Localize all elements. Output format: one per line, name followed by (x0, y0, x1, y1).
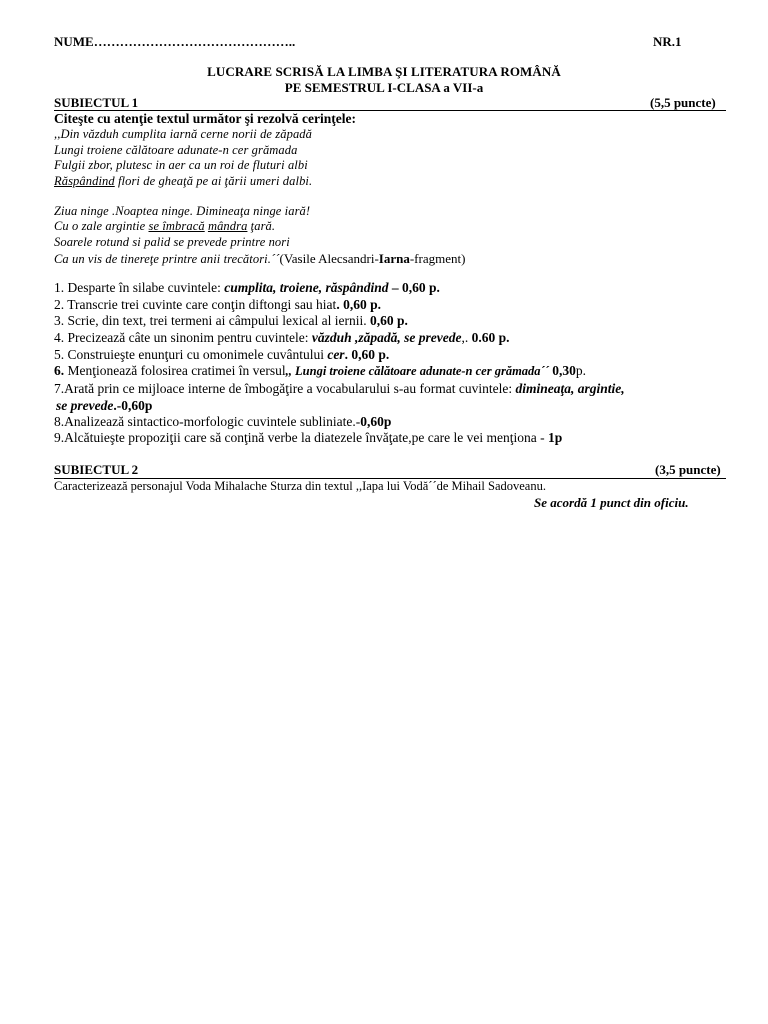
underlined-word-mandra: mândra (207, 219, 248, 233)
question-8 (54, 414, 391, 430)
underlined-word-se-imbraca: se îmbracă (148, 219, 205, 233)
poem-source-a: (Vasile Alecsandri- (279, 251, 379, 266)
subject1-points: (5,5 puncte) (650, 95, 716, 110)
question-3-text: 3. Scrie, din text, trei termeni ai câmpului lexical al iernii. (54, 313, 371, 328)
poem-line-7: Soarele rotund si palid se prevede printre nori (54, 235, 290, 249)
question-6-text: Menţionează folosirea cratimei în versul (64, 363, 286, 378)
poem-line-8-text: Ca un vis de tinereţe printre anii trecători.´´ (54, 252, 280, 266)
question-2-points: . 0,60 p. (336, 297, 381, 312)
question-9-points: 1p (548, 430, 563, 445)
official-point-note: Se acordă 1 punct din oficiu. (534, 495, 689, 510)
question-7-words-2: se prevede (56, 398, 114, 413)
question-4-words: văzduh ,zăpadă, se prevede (311, 330, 462, 345)
subject2-task: Caracterizează personajul Voda Mihalache Sturza din textul ,,Iapa lui Vodă´´de Mihail Sadoveanu. (54, 479, 546, 493)
question-6-number: 6. (54, 363, 65, 378)
question-9-text: 9.Alcătuieşte propoziţii care să conţină verbe la diatezele învăţate,pe care le vei menţiona - (54, 430, 549, 445)
question-1 (54, 280, 440, 296)
poem-line-3: Fulgii zbor, plutesc in aer ca un roi de fluturi albi (54, 158, 308, 172)
question-5-points: . 0,60 p. (344, 347, 390, 362)
question-7 (54, 381, 625, 397)
document-subtitle: PE SEMESTRUL I-CLASA a VII-a (284, 80, 484, 95)
subject1-instruction: Citeşte cu atenţie textul următor şi rezolvă cerinţele: (54, 111, 357, 126)
poem-line-6-a: Cu o zale argintie (54, 219, 149, 233)
poem-line-4-rest: flori de gheaţă pe ai ţării umeri dalbi. (114, 174, 313, 188)
poem-line-1: ,,Din văzduh cumplita iarnă cerne norii de zăpadă (54, 127, 313, 141)
question-6 (54, 363, 586, 379)
test-number: NR.1 (653, 34, 682, 49)
question-5 (54, 347, 389, 363)
question-4-points: 0.60 p. (471, 330, 510, 345)
question-2-text: 2. Transcrie trei cuvinte care conţin diftongi sau hiat (54, 297, 337, 312)
question-8-text: 8.Analizează sintactico-morfologic cuvintele subliniate.- (54, 414, 361, 429)
underlined-word-raspandind: Răspândind (54, 174, 115, 188)
question-1-text: 1. Desparte în silabe cuvintele: (54, 280, 225, 295)
question-7-continued (56, 398, 152, 414)
question-4-punct: ,. (461, 330, 472, 345)
poem-line-5: Ziua ninge .Noaptea ninge. Dimineaţa ninge iară! (54, 204, 311, 218)
question-1-points: – 0,60 p. (388, 280, 440, 295)
poem-line-4 (54, 174, 312, 189)
document-title: LUCRARE SCRISĂ LA LIMBA ŞI LITERATURA ROMÂNĂ (207, 64, 561, 79)
poem-line-6-c: ţară. (247, 219, 276, 233)
poem-source-title: Iarna (378, 251, 410, 266)
question-7-comma: , (621, 381, 625, 396)
question-6-verse: ,, Lungi troiene călătoare adunate-n cer grămada´´ (285, 364, 549, 378)
poem-line-8 (54, 250, 465, 268)
subject2-heading: SUBIECTUL 2 (54, 462, 139, 477)
question-2 (54, 297, 381, 313)
question-7-points: .-0,60p (113, 398, 153, 413)
question-4 (54, 330, 510, 346)
question-7-words: dimineaţa, argintie (515, 381, 622, 396)
poem-line-6 (54, 219, 275, 234)
question-3 (54, 313, 408, 329)
poem-source-c: -fragment) (409, 251, 466, 266)
question-6-points: 0,30 (548, 363, 576, 378)
question-3-points: 0,60 p. (370, 313, 408, 328)
question-5-word: cer (327, 347, 345, 362)
question-7-text: 7.Arată prin ce mijloace interne de îmbogăţire a vocabularului s-au format cuvintele: (54, 381, 516, 396)
subject1-heading: SUBIECTUL 1 (54, 95, 139, 110)
question-4-text: 4. Precizează câte un sinonim pentru cuvintele: (54, 330, 312, 345)
question-1-words: cumplita, troiene, răspândind (224, 280, 389, 295)
poem-line-2: Lungi troiene călătoare adunate-n cer grămada (54, 143, 298, 157)
question-6-unit: p. (575, 363, 586, 378)
name-field-label: NUME……………………………………….. (54, 34, 296, 49)
question-9 (54, 430, 562, 446)
question-8-points: 0,60p (360, 414, 392, 429)
question-5-text: 5. Construieşte enunţuri cu omonimele cuvântului (54, 347, 328, 362)
subject2-points: (3,5 puncte) (655, 462, 721, 477)
